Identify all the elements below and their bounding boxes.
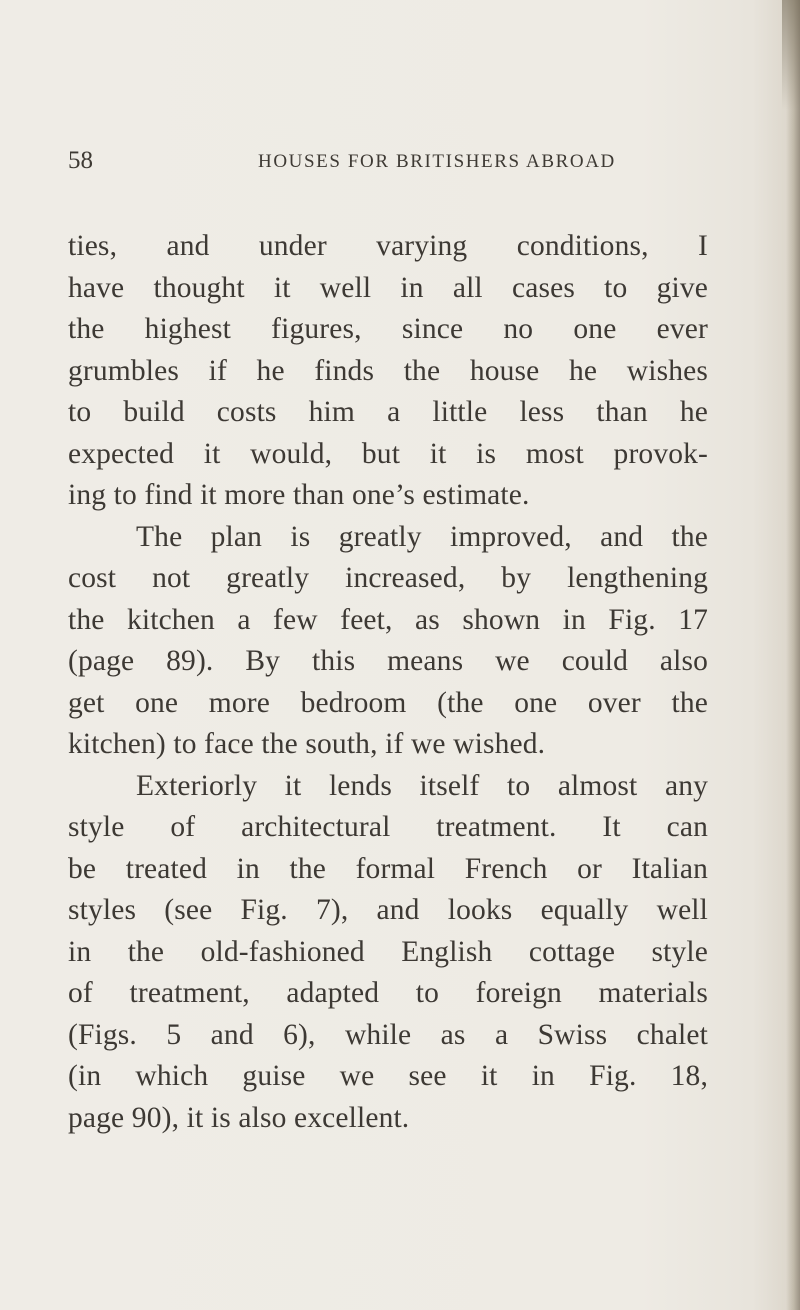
paragraph xyxy=(68,766,708,1140)
text-line: (in which guise we see it in Fig. 18, xyxy=(68,1060,708,1092)
running-title: HOUSES FOR BRITISHERS ABROAD xyxy=(258,151,616,172)
running-head xyxy=(68,146,708,186)
text-line: in the old-fashioned English cottage style xyxy=(68,935,708,968)
text-line: style of architectural treatment. It can xyxy=(68,811,708,843)
text-line: of treatment, adapted to foreign materials xyxy=(68,977,708,1009)
text-line: the highest figures, since no one ever xyxy=(68,313,708,345)
text-line: kitchen) to face the south, if we wished. xyxy=(68,728,546,760)
text-line: styles (see Fig. 7), and looks equally well xyxy=(68,894,708,926)
text-line: ties, and under varying conditions, I xyxy=(68,230,708,262)
text-line: The plan is greatly improved, and the xyxy=(136,520,708,553)
text-line: have thought it well in all cases to give xyxy=(68,271,708,304)
text-line: (page 89). By this means we could also xyxy=(68,645,708,677)
body-text xyxy=(68,226,708,1139)
paragraph xyxy=(68,226,708,517)
text-line: to build costs him a little less than he xyxy=(68,396,708,428)
text-line: expected it would, but it is most provok- xyxy=(68,437,708,470)
text-line: get one more bedroom (the one over the xyxy=(68,686,708,719)
text-line: (Figs. 5 and 6), while as a Swiss chalet xyxy=(68,1018,708,1051)
paragraph xyxy=(68,517,708,766)
page-edge-shadow xyxy=(786,0,800,1310)
text-line: Exteriorly it lends itself to almost any xyxy=(136,769,708,802)
text-line: page 90), it is also excellent. xyxy=(68,1101,410,1134)
text-line: the kitchen a few feet, as shown in Fig. 17 xyxy=(68,603,708,636)
text-line: cost not greatly increased, by lengthening xyxy=(68,562,708,594)
page-corner-shadow xyxy=(782,0,800,110)
page-number: 58 xyxy=(68,147,93,174)
text-line: grumbles if he finds the house he wishes xyxy=(68,354,708,387)
text-line: be treated in the formal French or Italian xyxy=(68,852,708,885)
text-line: ing to find it more than one’s estimate. xyxy=(68,479,530,511)
